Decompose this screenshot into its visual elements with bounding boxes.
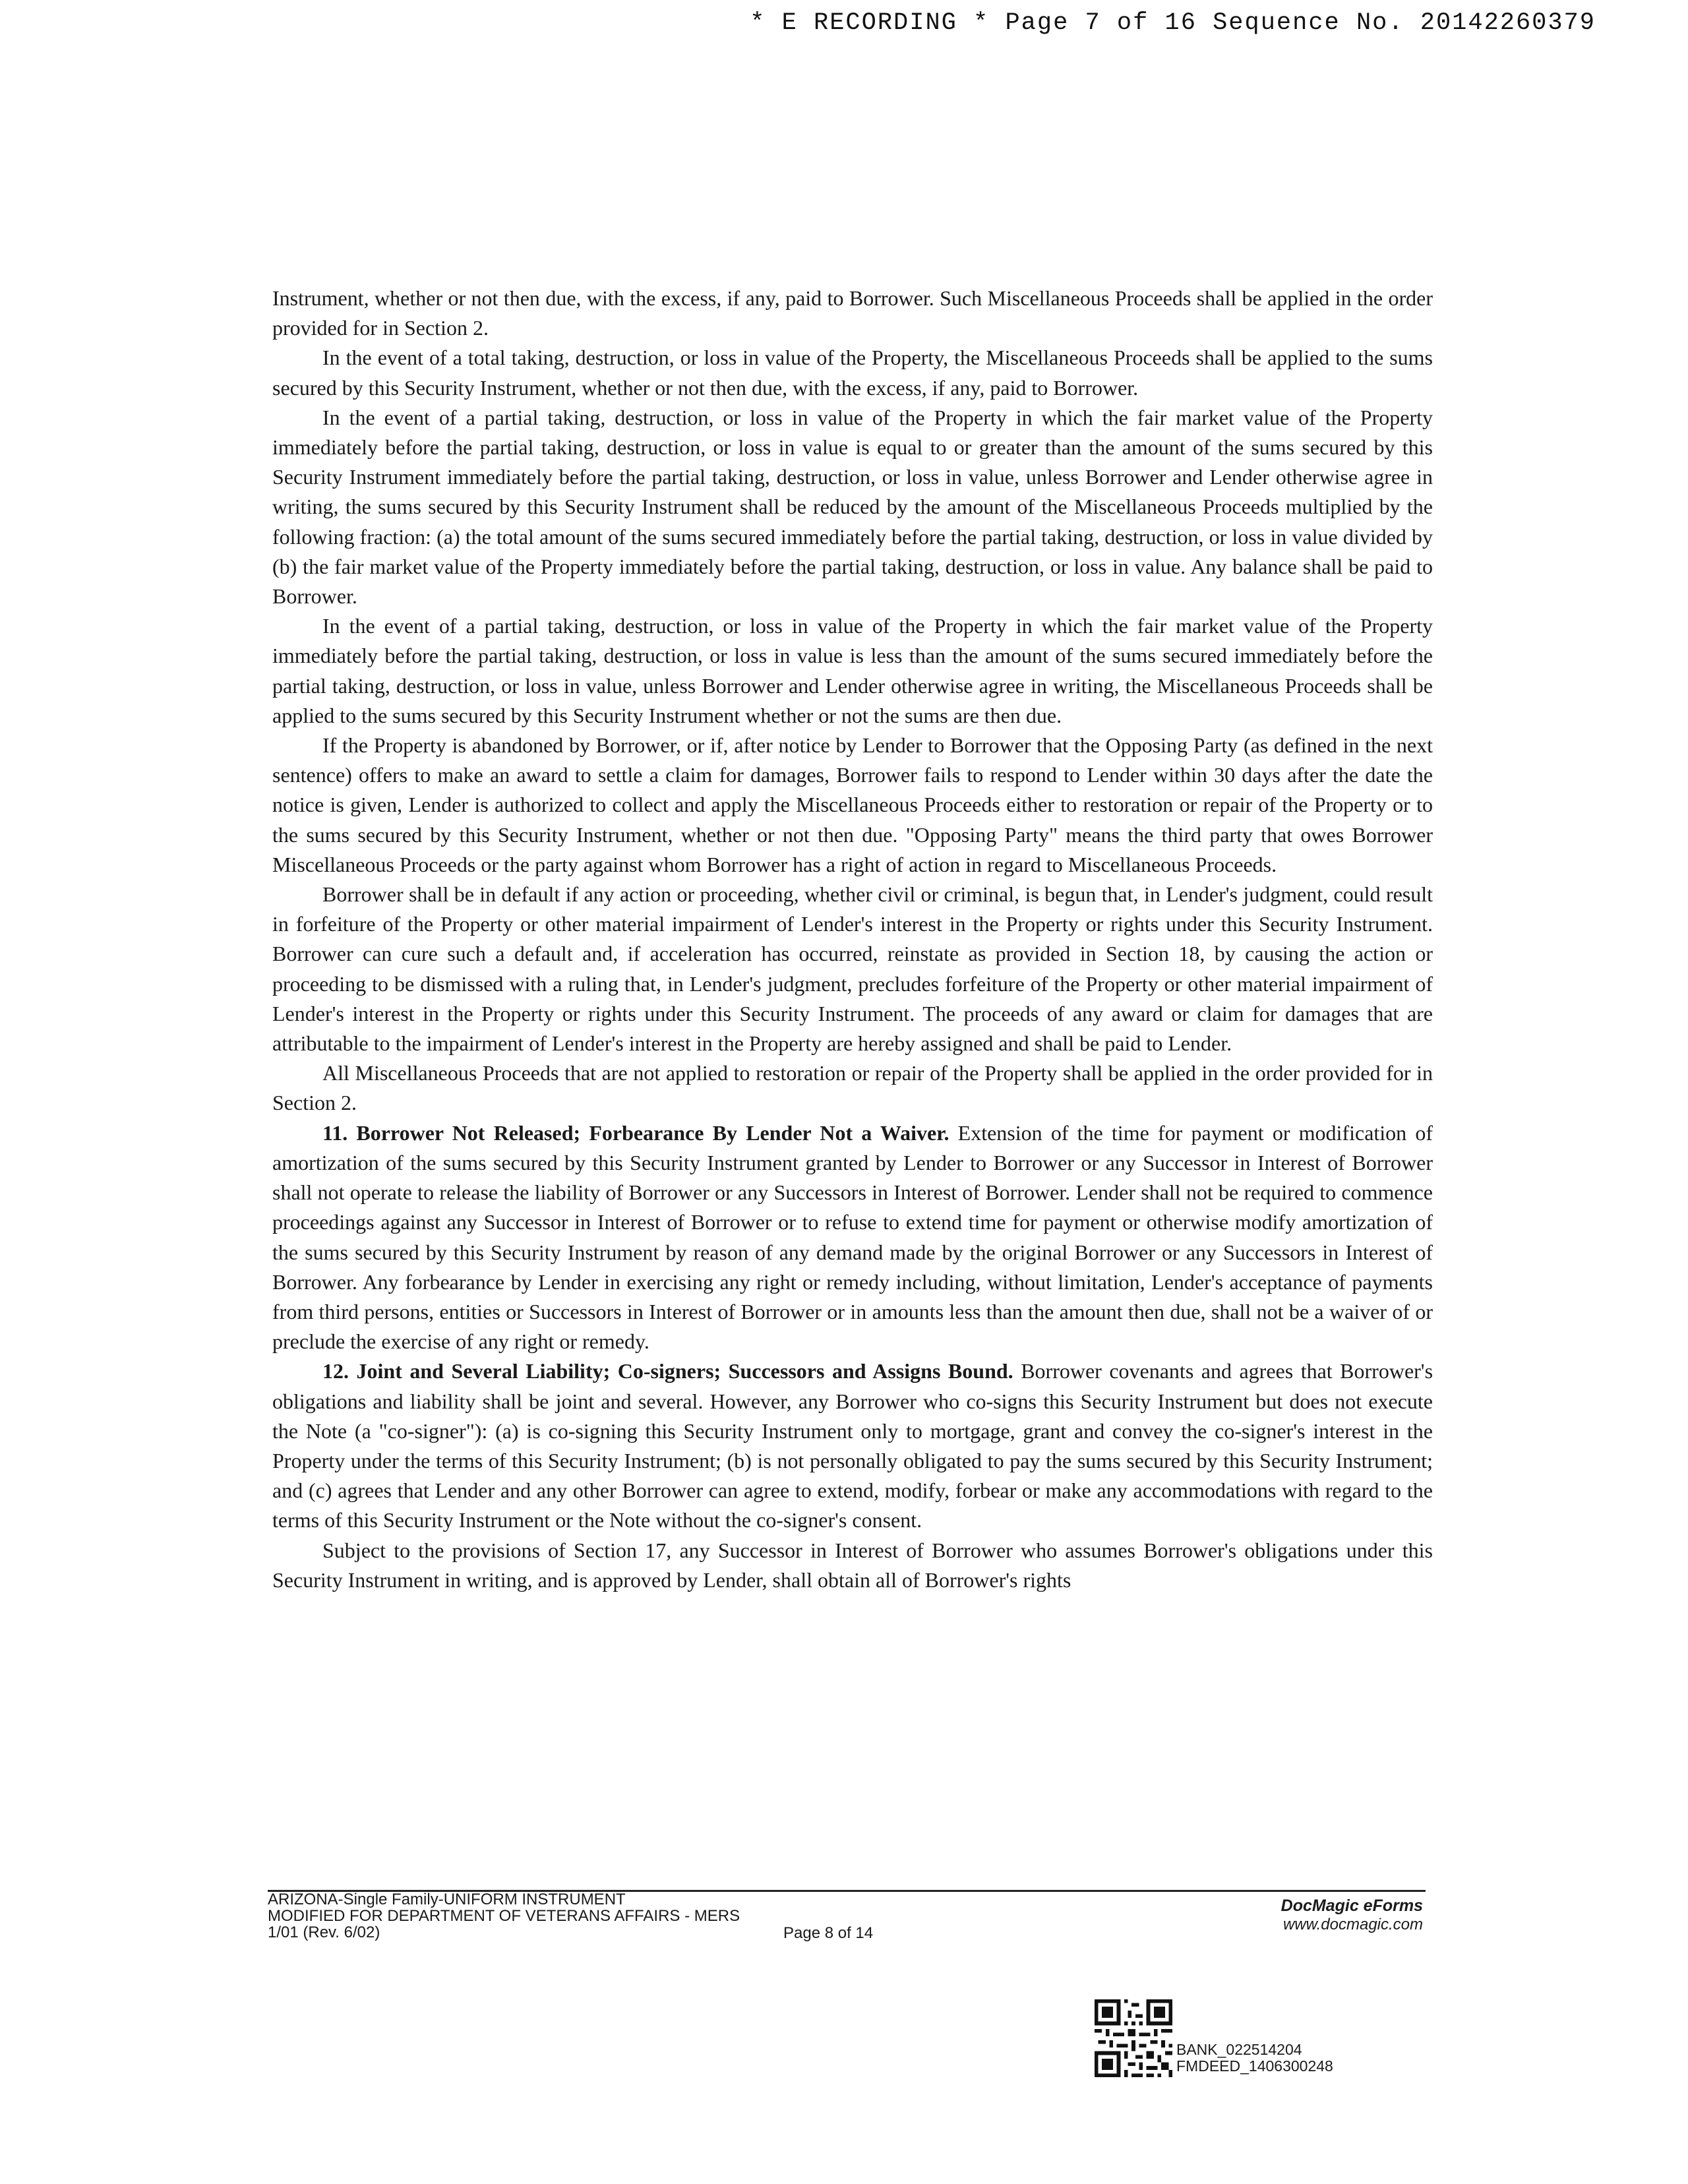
form-line: MODIFIED FOR DEPARTMENT OF VETERANS AFFAIRS - MERS bbox=[268, 1907, 740, 1925]
brand-logo: DocMagic eForms bbox=[1281, 1896, 1423, 1915]
form-line: ARIZONA-Single Family-UNIFORM INSTRUMENT bbox=[268, 1891, 626, 1908]
paragraph: Instrument, whether or not then due, with the excess, if any, paid to Borrower. Such Miscellaneous Proceeds shall be applied in the order provided for in Section 2. bbox=[272, 286, 1433, 340]
section-text: Extension of the time for payment or modification of amortization of the sums secured by this Security Instrument granted by Lender to Borrower or any Successor in Interest of Borrower shall not operate to release the liability of Borrower or any Successors in Interest of Borrower. Lender shall not be required to commence proceedings against any Successor in Interest of Borrower or to refuse to extend time for payment or otherwise modify amortization of the sums secured by this Security Instrument by reason of any demand made by the original Borrower or any Successors in Interest of Borrower. Any forbearance by Lender in exercising any right or remedy including, without limitation, Lender's acceptance of payments from third persons, entities or Successors in Interest of Borrower or in amounts less than the amount then due, shall not be a waiver of or preclude the exercise of any right or remedy. bbox=[272, 1120, 1433, 1354]
paragraph: All Miscellaneous Proceeds that are not applied to restoration or repair of the Property shall be applied in the order provided for in Section 2. bbox=[272, 1061, 1433, 1115]
barcode-line: BANK_022514204 bbox=[1176, 2041, 1302, 2058]
section-heading: 11. Borrower Not Released; Forbearance By Lender Not a Waiver. bbox=[322, 1120, 950, 1145]
paragraph: Subject to the provisions of Section 17, any Successor in Interest of Borrower who assumes Borrower's obligations under this Security Instrument in writing, and is approved by Lender, shall obtain all of Borrower's rights bbox=[272, 1538, 1433, 1592]
website: www.docmagic.com bbox=[1282, 1916, 1423, 1933]
qr-code-icon bbox=[1095, 1999, 1172, 2077]
recording-header: * E RECORDING * Page 7 of 16 Sequence No. 20142260379 bbox=[750, 9, 1596, 37]
document-body bbox=[272, 284, 1433, 1595]
paragraph: In the event of a partial taking, destruction, or loss in value of the Property in which the fair market value of the Property immediately before the partial taking, destruction, or loss in value is less than the amount of the sums secured immediately before the partial taking, destruction, or loss in value, unless Borrower and Lender otherwise agree in writing, the Miscellaneous Proceeds shall be applied to the sums secured by this Security Instrument whether or not the sums are then due. bbox=[272, 614, 1433, 727]
barcode-label bbox=[1176, 2042, 1333, 2075]
paragraph: Borrower shall be in default if any action or proceeding, whether civil or criminal, is begun that, in Lender's judgment, could result in forfeiture of the Property or other material impairment of Lender's interest in the Property or rights under this Security Instrument. Borrower can cure such a default and, if acceleration has occurred, reinstate as provided in Section 18, by causing the action or proceeding to be dismissed with a ruling that, in Lender's judgment, precludes forfeiture of the Property or other material impairment of Lender's interest in the Property or rights under this Security Instrument. The proceeds of any award or claim for damages that are attributable to the impairment of Lender's interest in the Property are hereby assigned and shall be paid to Lender. bbox=[272, 882, 1433, 1056]
footer-brand bbox=[1281, 1896, 1423, 1934]
section-11-paragraph bbox=[272, 1118, 1433, 1357]
paragraph: If the Property is abandoned by Borrower, or if, after notice by Lender to Borrower that the Opposing Party (as defined in the next sentence) offers to make an award to settle a claim for damages, Borrower fails to respond to Lender within 30 days after the date the notice is given, Lender is authorized to collect and apply the Miscellaneous Proceeds either to restoration or repair of the Property or to the sums secured by this Security Instrument, whether or not then due. "Opposing Party" means the third party that owes Borrower Miscellaneous Proceeds or the party against whom Borrower has a right of action in regard to Miscellaneous Proceeds. bbox=[272, 733, 1433, 876]
page-number: Page 8 of 14 bbox=[783, 1924, 874, 1942]
footer-form-info bbox=[268, 1891, 740, 1941]
paragraph: In the event of a partial taking, destruction, or loss in value of the Property in which the fair market value of the Property immediately before the partial taking, destruction, or loss in value is equal to or greater than the amount of the sums secured by this Security Instrument immediately before the partial taking, destruction, or loss in value, unless Borrower and Lender otherwise agree in writing, the sums secured by this Security Instrument shall be reduced by the amount of the Miscellaneous Proceeds multiplied by the following fraction: (a) the total amount of the sums secured immediately before the partial taking, destruction, or loss in value divided by (b) the fair market value of the Property immediately before the partial taking, destruction, or loss in value. Any balance shall be paid to Borrower. bbox=[272, 405, 1433, 609]
barcode-line: FMDEED_1406300248 bbox=[1176, 2057, 1333, 2075]
section-heading: 12. Joint and Several Liability; Co-signers; Successors and Assigns Bound. bbox=[322, 1359, 1013, 1383]
form-line: 1/01 (Rev. 6/02) bbox=[268, 1924, 380, 1941]
paragraph: In the event of a total taking, destruction, or loss in value of the Property, the Miscellaneous Proceeds shall be applied to the sums secured by this Security Instrument, whether or not then due, with the excess, if any, paid to Borrower. bbox=[272, 346, 1433, 400]
section-12-paragraph bbox=[272, 1356, 1433, 1535]
section-text: Borrower covenants and agrees that Borrower's obligations and liability shall be joint and several. However, any Borrower who co-signs this Security Instrument but does not execute the Note (a "co-signer"): (a) is co-signing this Security Instrument only to mortgage, grant and convey the co-signer's interest in the Property under the terms of this Security Instrument; (b) is not personally obligated to pay the sums secured by this Security Instrument; and (c) agrees that Lender and any other Borrower can agree to extend, modify, forbear or make any accommodations with regard to the terms of this Security Instrument or the Note without the co-signer's consent. bbox=[272, 1359, 1433, 1532]
